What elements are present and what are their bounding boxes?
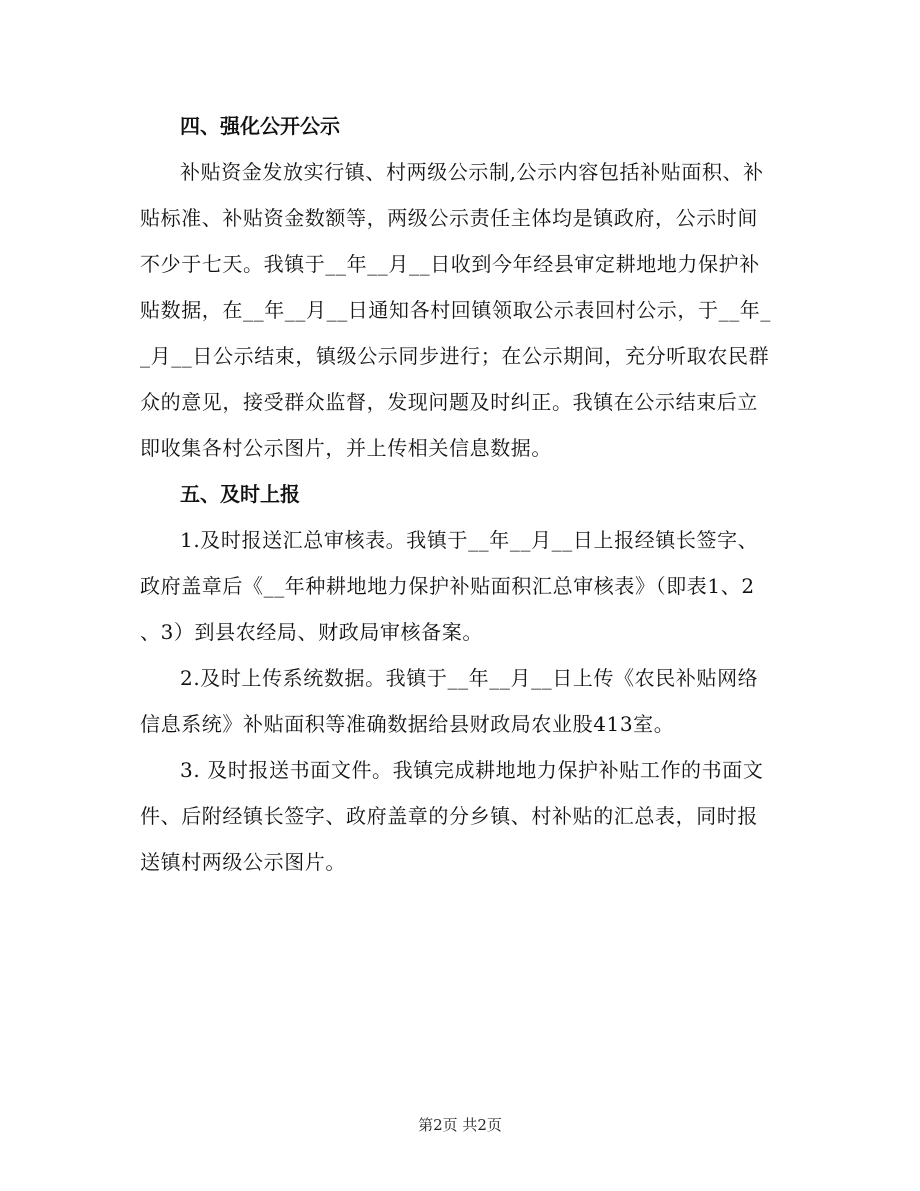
paragraph-line: 即收集各村公示图片，并上传相关信息数据。 [140,436,552,460]
section-publicity [140,103,780,471]
paragraph-line: _月__日公示结束，镇级公示同步进行；在公示期间，充分听取农民群 [140,344,770,368]
paragraph-line: 不少于七天。我镇于__年__月__日收到今年经县审定耕地地力保护补 [140,252,760,276]
paragraph-line: 、3）到县农经局、财政局审核备案。 [140,620,483,644]
paragraph-line: 件、后附经镇长签字、政府盖章的分乡镇、村补贴的汇总表，同时报 [140,804,758,828]
paragraph-line: 送镇村两级公示图片。 [140,850,346,874]
paragraph-line: 1.及时报送汇总审核表。我镇于__年__月__日上报经镇长签字、 [180,528,759,552]
section-heading: 四、强化公开公示 [180,114,340,138]
paragraph [140,149,780,471]
paragraph-line: 贴标准、补贴资金数额等，两级公示责任主体均是镇政府，公示时间 [140,206,758,230]
list-item [140,655,780,747]
list-item [140,517,780,655]
paragraph-line: 信息系统》补贴面积等准确数据给县财政局农业股413室。 [140,712,675,736]
paragraph-line: 贴数据，在__年__月__日通知各村回镇领取公示表回村公示，于__年_ [140,298,771,322]
paragraph-line: 3. 及时报送书面文件。我镇完成耕地地力保护补贴工作的书面文 [180,758,764,782]
page-number: 第2页 共2页 [418,1116,502,1134]
list-item [140,747,780,885]
paragraph-line: 补贴资金发放实行镇、村两级公示制,公示内容包括补贴面积、补 [180,160,764,184]
section-heading: 五、及时上报 [180,482,300,506]
section-reporting [140,471,780,885]
paragraph-line: 2.及时上传系统数据。我镇于__年__月__日上传《农民补贴网络 [180,666,759,690]
paragraph-line: 政府盖章后《__年种耕地地力保护补贴面积汇总审核表》（即表1、2 [140,574,755,598]
document-body [140,103,780,885]
paragraph-line: 众的意见，接受群众监督，发现问题及时纠正。我镇在公示结束后立 [140,390,758,414]
